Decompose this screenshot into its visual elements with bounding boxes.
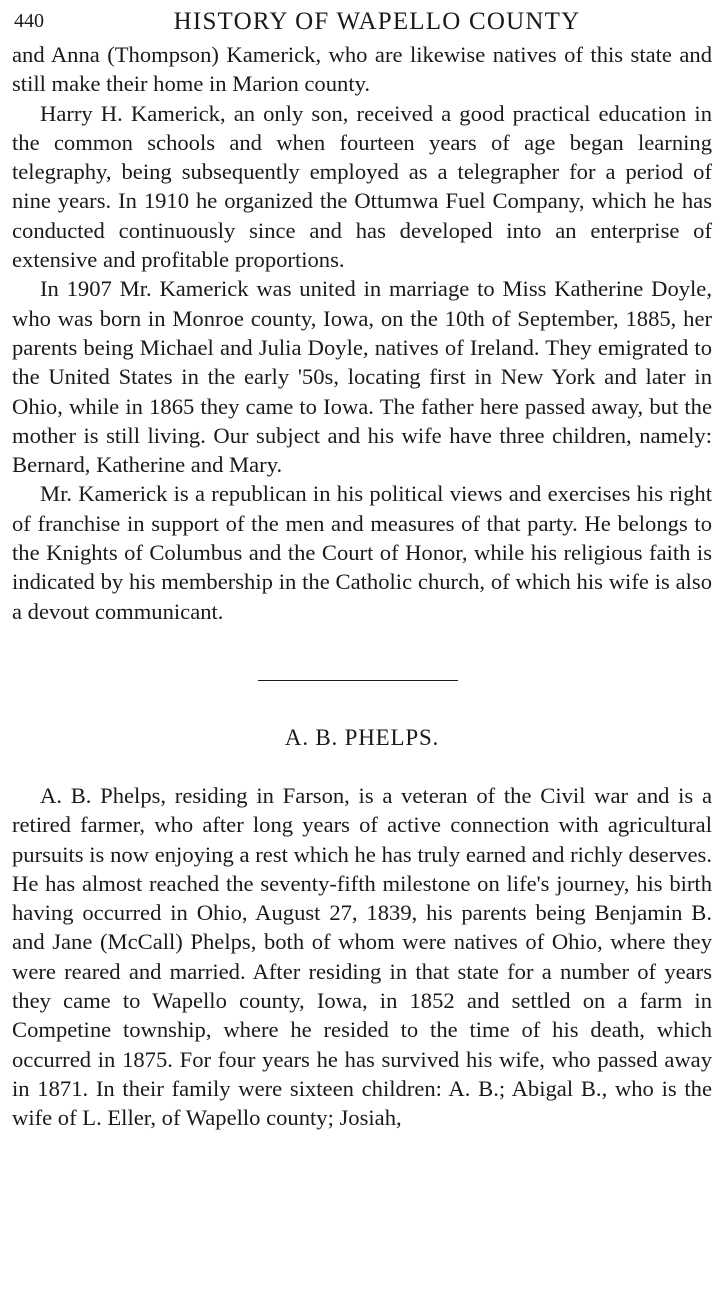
section-divider: [258, 680, 458, 681]
section-heading: A. B. PHELPS.: [284, 724, 440, 750]
phelps-paragraph-1: A. B. Phelps, residing in Farson, is a veteran of the Civil war and is a retired farmer, who after long years of active connection with agricultural pursuits is now enjoying a rest which he has truly earned and richly deserves. He has almost reached the seventy-fifth milestone on life's journey, his birth having occurred in Ohio, August 27, 1839, his parents being Benjamin B. and Jane (McCall) Phelps, both of whom were natives of Ohio, where they were reared and married. After residing in that state for a number of years they came to Wapello county, Iowa, in 1852 and settled on a farm in Competine township, where he resided to the time of his death, which occurred in 1875. For four years he has survived his wife, who passed away in 1871. In their family were sixteen children: A. B.; Abigal B., who is the wife of L. Eller, of Wapello county; Josiah,: [12, 782, 712, 1131]
kamerick-paragraph-2: Harry H. Kamerick, an only son, received a good practical education in the common schools and when fourteen years of age began learning telegraphy, being subsequently employed as a telegrapher for a period of nine years. In 1910 he organized the Ottumwa Fuel Company, which he has conducted continuously since and has developed into an enterprise of extensive and profitable proportions.: [12, 100, 712, 273]
kamerick-paragraph-3: In 1907 Mr. Kamerick was united in marriage to Miss Katherine Doyle, who was born in Monroe county, Iowa, on the 10th of September, 1885, her parents being Michael and Julia Doyle, natives of Ireland. They emigrated to the United States in the early '50s, locating first in New York and later in Ohio, while in 1865 they came to Iowa. The father here passed away, but the mother is still living. Our subject and his wife have three children, namely: Bernard, Katherine and Mary.: [12, 276, 712, 478]
kamerick-paragraph-1: and Anna (Thompson) Kamerick, who are likewise natives of this state and still make their home in Marion county.: [12, 42, 712, 97]
running-title: HISTORY OF WAPELLO COUNTY: [173, 8, 581, 35]
kamerick-paragraph-4: Mr. Kamerick is a republican in his political views and exercises his right of franchise in support of the men and measures of that party. He belongs to the Knights of Columbus and the Court of Honor, while his religious faith is indicated by his membership in the Catholic church, of which his wife is also a devout communicant.: [12, 481, 712, 624]
page-number: 440: [14, 10, 44, 32]
running-head: [12, 6, 712, 40]
book-page: [12, 6, 712, 1133]
